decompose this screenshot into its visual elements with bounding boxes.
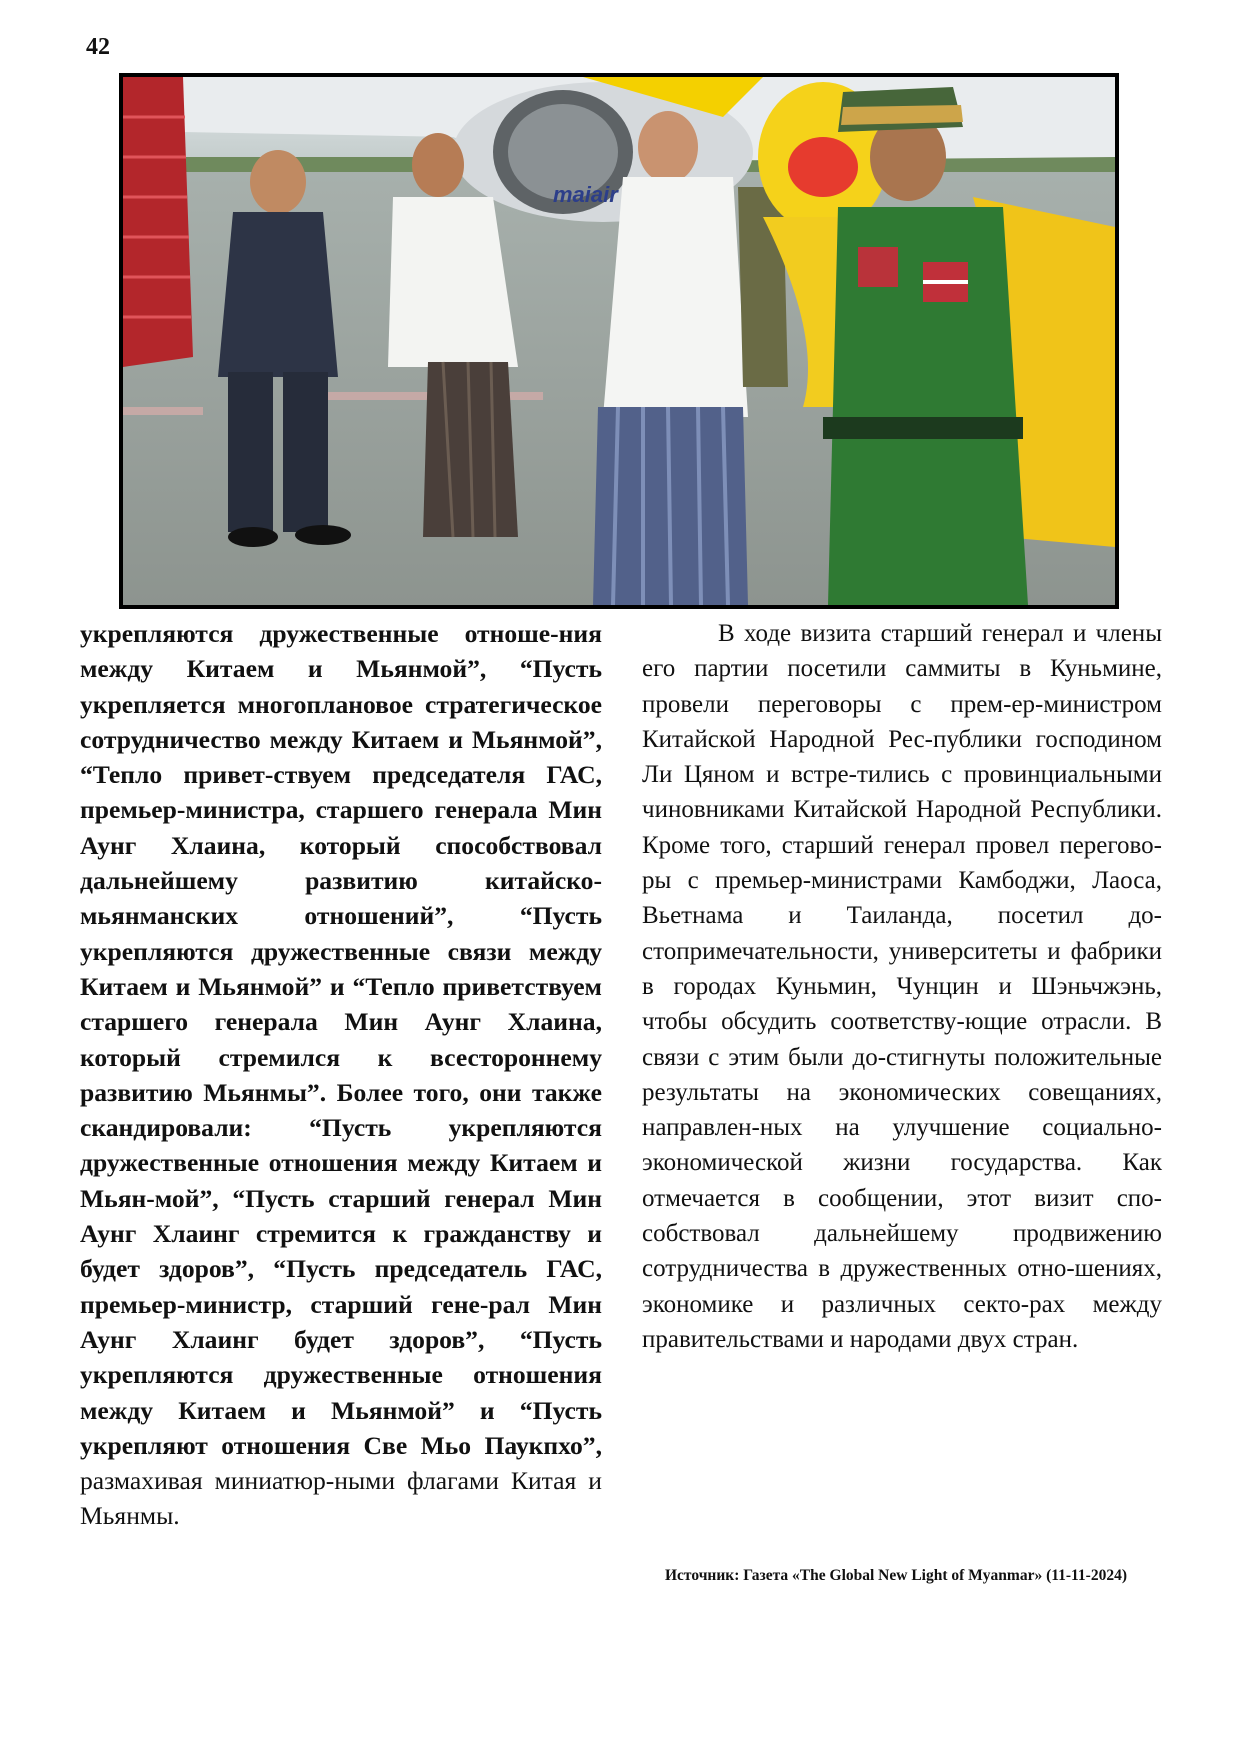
page-number: 42 (86, 34, 110, 60)
right-column-paragraph: В ходе визита старший генерал и члены его партии посетили саммиты в Куньмине, провели переговоры с прем-ер-министром Китайской Народной Рес-публики господином Ли Цяном и встре-тились с провинциальными чиновниками Китайской Народной Республики. Кроме того, старший генерал провел перегово-ры с премьер-министрами Камбоджи, Лаоса, Вьетнама и Таиланда, посетил до-стопримечательности, университеты и фабрики в городах Куньмин, Чунцин и Шэньчжэнь, чтобы обсудить соответству-ющие отрасли. В связи с этим были до-стигнуты положительные результаты на экономических совещаниях, направлен-ных на улучшение социально-экономической жизни государства. Как отмечается в сообщении, этот визит спо-собствовал дальнейшему продвижению сотрудничества в дружественных отно-шениях, экономике и различных секто-рах между правительствами и народами двух стран. (642, 620, 1162, 1353)
svg-text:maiair: maiair (553, 182, 618, 207)
source-credit: Источник: Газета «The Global New Light of Myanmar» (11-11-2024) (665, 1567, 1128, 1584)
news-photo (119, 73, 1119, 609)
left-column-regular-text: размахивая миниатюр-ными флагами Китая и Мьянмы. (80, 1466, 602, 1531)
left-column (80, 616, 602, 1534)
photo-illustration (123, 77, 1115, 605)
right-column (642, 616, 1162, 1357)
left-column-bold-text: укрепляются дружественные отноше-ния между Китаем и Мьянмой”, “Пусть укрепляется многоплановое стратегическое сотрудничество между Китаем и Мьянмой”, “Тепло привет-ствуем председателя ГАС, премьер-министра, старшего генерала Мин Аунг Хлаина, который способствовал дальнейшему развитию китайско-мьянманских отношений”, “Пусть укрепляются дружественные связи между Китаем и Мьянмой” и “Тепло приветствуем старшего генерала Мин Аунг Хлаина, который стремился к всестороннему развитию Мьянмы”. Более того, они также скандировали: “Пусть укрепляются дружественные отношения между Китаем и Мьян-мой”, “Пусть старший генерал Мин Аунг Хлаинг стремится к гражданству и будет здоров”, “Пусть председатель ГАС, премьер-министр, старший гене-рал Мин Аунг Хлаинг будет здоров”, “Пусть укрепляются дружественные отношения между Китаем и Мьянмой” и “Пусть укрепляют отношения Све Мьо Паукпхо”, (80, 619, 602, 1460)
